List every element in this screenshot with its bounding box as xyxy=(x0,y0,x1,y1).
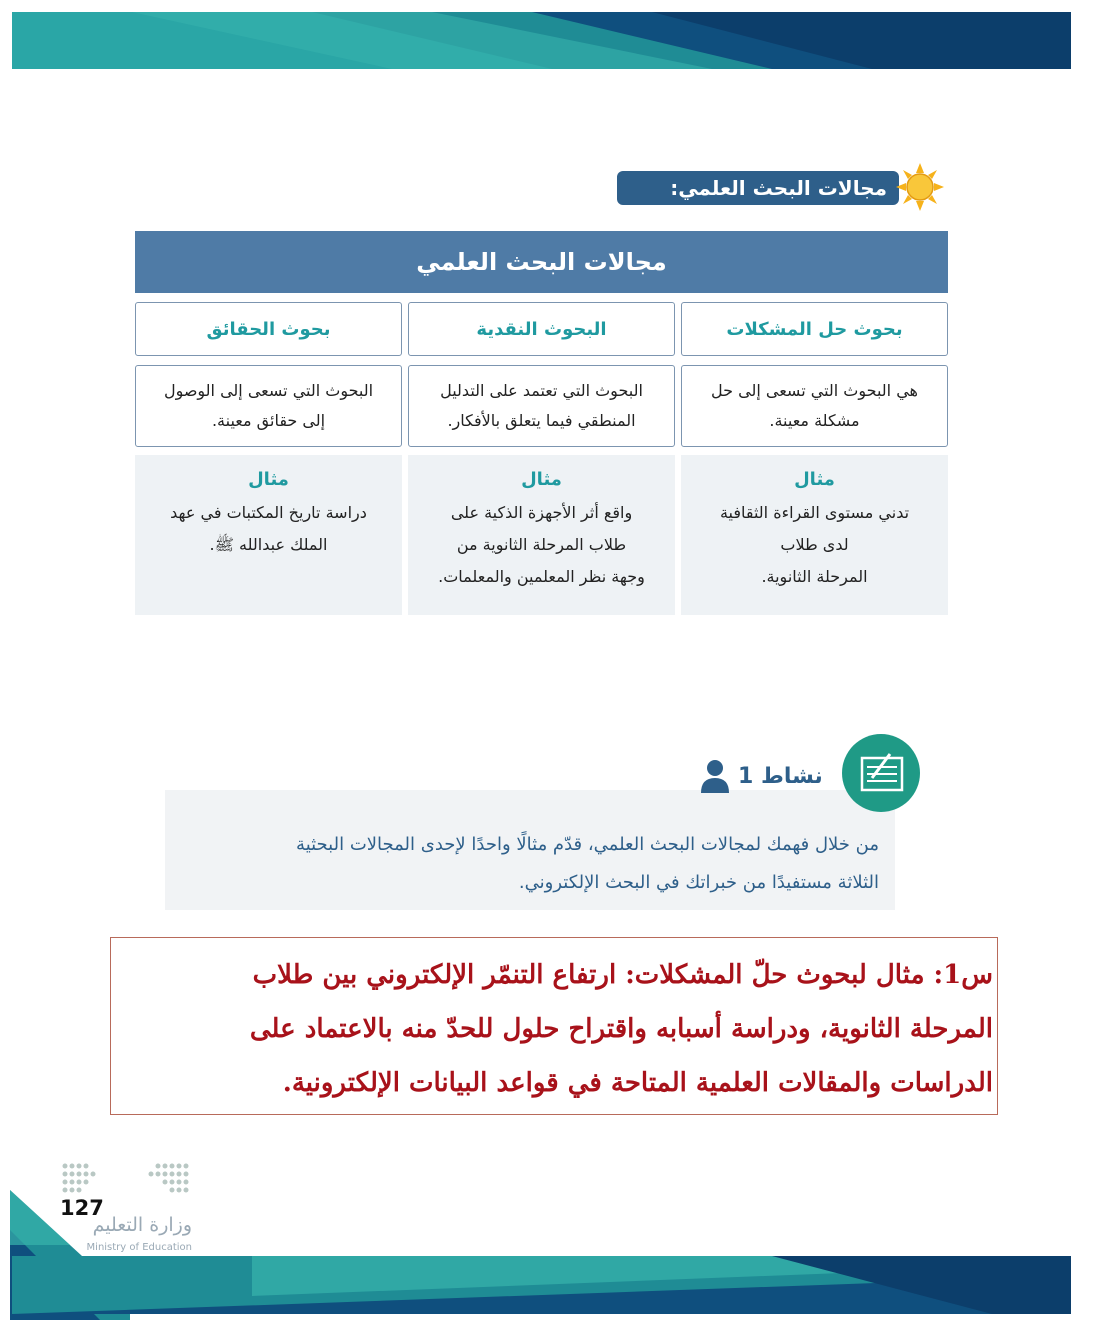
column-title-facts: بحوث الحقائق xyxy=(135,302,402,356)
sun-icon xyxy=(896,163,944,211)
bottom-banner xyxy=(12,1256,1071,1314)
example-facts: مثال دراسة تاريخ المكتبات في عهد الملك عبدالله ﷺ. xyxy=(135,455,402,615)
example-critical: مثال واقع أثر الأجهزة الذكية على طلاب المرحلة الثانوية من وجهة نظر المعلمين والمعلمات. xyxy=(408,455,675,615)
definition-problem-solving: هي البحوث التي تسعى إلى حل مشكلة معينة. xyxy=(681,365,948,447)
ministry-name-arabic: وزارة التعليم xyxy=(92,1214,192,1236)
page-number: 127 xyxy=(60,1196,104,1220)
example-label: مثال xyxy=(248,469,289,490)
activity-badge xyxy=(842,734,920,812)
definition-critical: البحوث التي تعتمد على التدليل المنطقي فيما يتعلق بالأفكار. xyxy=(408,365,675,447)
answer-box: س1: مثال لبحوث حلّ المشكلات: ارتفاع التنمّر الإلكتروني بين طلاب المرحلة الثانوية، ودراسة أسبابه واقتراح حلول للحدّ منه بالاعتماد على الدراسات والمقالات العلمية المتاحة في قواعد البيانات الإلكترونية. xyxy=(110,937,998,1115)
example-problem-solving: مثال تدني مستوى القراءة الثقافية لدى طلاب المرحلة الثانوية. xyxy=(681,455,948,615)
example-label: مثال xyxy=(521,469,562,490)
section-title: مجالات البحث العلمي: xyxy=(617,171,899,205)
activity-title: نشاط 1 xyxy=(700,758,830,794)
column-title-critical: البحوث النقدية xyxy=(408,302,675,356)
column-title-problem-solving: بحوث حل المشكلات xyxy=(681,302,948,356)
ministry-name-english: Ministry of Education xyxy=(86,1242,192,1253)
table-header: مجالات البحث العلمي xyxy=(135,231,948,293)
activity-box: من خلال فهمك لمجالات البحث العلمي، قدّم مثالًا واحدًا لإحدى المجالات البحثية الثلاثة مستفيدًا من خبراتك في البحث الإلكتروني. xyxy=(165,790,895,910)
example-label: مثال xyxy=(794,469,835,490)
notebook-pencil-icon xyxy=(842,734,920,812)
person-icon xyxy=(700,759,730,793)
definition-facts: البحوث التي تسعى إلى الوصول إلى حقائق معينة. xyxy=(135,365,402,447)
top-banner xyxy=(12,12,1071,69)
